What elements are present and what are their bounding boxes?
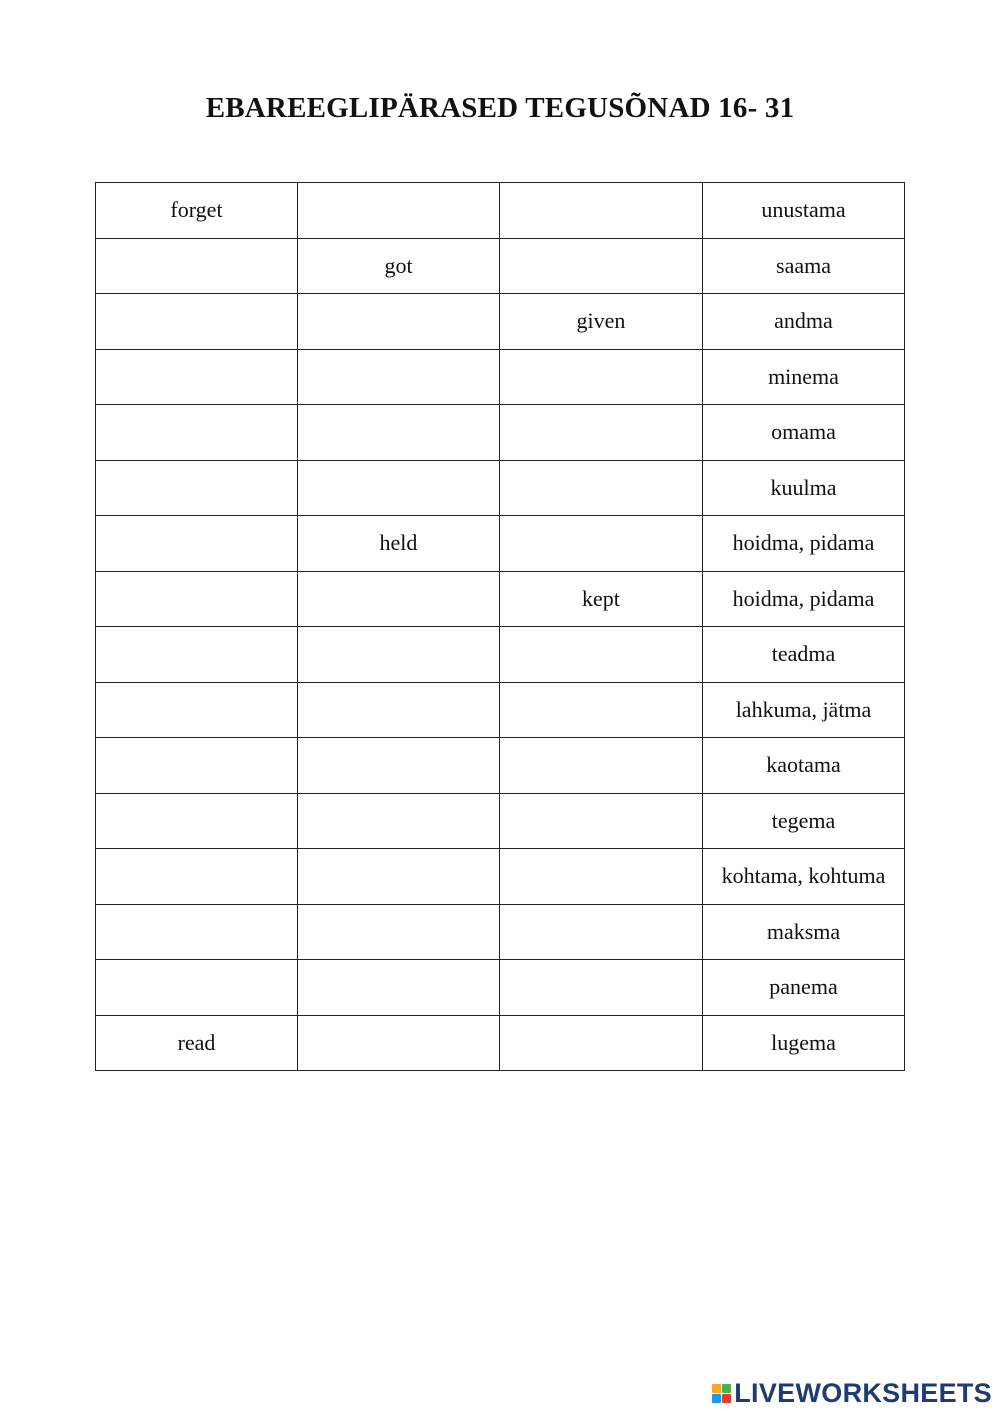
table-row bbox=[96, 405, 905, 461]
answer-input-cell[interactable] bbox=[298, 627, 500, 683]
answer-input-cell[interactable] bbox=[298, 738, 500, 794]
translation-cell: kuulma bbox=[703, 460, 905, 516]
translation-cell: panema bbox=[703, 960, 905, 1016]
answer-input-cell[interactable] bbox=[500, 682, 703, 738]
answer-input-cell[interactable] bbox=[298, 682, 500, 738]
answer-input-cell[interactable] bbox=[96, 294, 298, 350]
translation-cell: minema bbox=[703, 349, 905, 405]
answer-input-cell[interactable] bbox=[96, 349, 298, 405]
brand-name: LIVEWORKSHEETS bbox=[734, 1378, 992, 1408]
table-row bbox=[96, 960, 905, 1016]
answer-input-cell[interactable] bbox=[298, 460, 500, 516]
table-row bbox=[96, 904, 905, 960]
answer-input-cell[interactable] bbox=[500, 516, 703, 572]
translation-cell: hoidma, pidama bbox=[703, 516, 905, 572]
page-title: EBAREEGLIPÄRASED TEGUSÕNAD 16- 31 bbox=[205, 92, 795, 124]
translation-cell: omama bbox=[703, 405, 905, 461]
answer-input-cell[interactable] bbox=[298, 571, 500, 627]
table-row bbox=[96, 571, 905, 627]
answer-input-cell[interactable] bbox=[298, 1015, 500, 1071]
translation-cell: hoidma, pidama bbox=[703, 571, 905, 627]
answer-input-cell[interactable] bbox=[298, 183, 500, 239]
table-row bbox=[96, 682, 905, 738]
answer-input-cell[interactable] bbox=[96, 627, 298, 683]
answer-input-cell[interactable] bbox=[500, 627, 703, 683]
translation-cell: tegema bbox=[703, 793, 905, 849]
translation-cell: kohtama, kohtuma bbox=[703, 849, 905, 905]
answer-input-cell[interactable] bbox=[96, 405, 298, 461]
verb-table bbox=[95, 182, 905, 1071]
translation-cell: maksma bbox=[703, 904, 905, 960]
table-row bbox=[96, 183, 905, 239]
table-row bbox=[96, 238, 905, 294]
logo-square-2 bbox=[722, 1384, 731, 1393]
table-row bbox=[96, 849, 905, 905]
logo-square-4 bbox=[722, 1394, 731, 1403]
answer-input-cell[interactable] bbox=[298, 849, 500, 905]
answer-input-cell[interactable] bbox=[96, 238, 298, 294]
verb-form-cell: kept bbox=[500, 571, 703, 627]
answer-input-cell[interactable] bbox=[500, 1015, 703, 1071]
answer-input-cell[interactable] bbox=[96, 738, 298, 794]
translation-cell: unustama bbox=[703, 183, 905, 239]
answer-input-cell[interactable] bbox=[96, 960, 298, 1016]
answer-input-cell[interactable] bbox=[500, 405, 703, 461]
translation-cell: kaotama bbox=[703, 738, 905, 794]
answer-input-cell[interactable] bbox=[96, 793, 298, 849]
answer-input-cell[interactable] bbox=[96, 682, 298, 738]
table-row bbox=[96, 627, 905, 683]
table-row bbox=[96, 1015, 905, 1071]
answer-input-cell[interactable] bbox=[298, 294, 500, 350]
table-row bbox=[96, 294, 905, 350]
table-row bbox=[96, 349, 905, 405]
answer-input-cell[interactable] bbox=[500, 738, 703, 794]
answer-input-cell[interactable] bbox=[298, 405, 500, 461]
liveworksheets-logo-icon bbox=[712, 1384, 731, 1403]
logo-square-3 bbox=[712, 1394, 721, 1403]
translation-cell: lahkuma, jätma bbox=[703, 682, 905, 738]
verb-form-cell: got bbox=[298, 238, 500, 294]
answer-input-cell[interactable] bbox=[500, 238, 703, 294]
answer-input-cell[interactable] bbox=[500, 793, 703, 849]
answer-input-cell[interactable] bbox=[96, 460, 298, 516]
translation-cell: lugema bbox=[703, 1015, 905, 1071]
translation-cell: saama bbox=[703, 238, 905, 294]
answer-input-cell[interactable] bbox=[298, 904, 500, 960]
answer-input-cell[interactable] bbox=[96, 849, 298, 905]
answer-input-cell[interactable] bbox=[500, 960, 703, 1016]
verb-table-body bbox=[96, 183, 905, 1071]
translation-cell: andma bbox=[703, 294, 905, 350]
verb-form-cell: given bbox=[500, 294, 703, 350]
answer-input-cell[interactable] bbox=[96, 904, 298, 960]
answer-input-cell[interactable] bbox=[298, 793, 500, 849]
answer-input-cell[interactable] bbox=[500, 183, 703, 239]
answer-input-cell[interactable] bbox=[298, 349, 500, 405]
answer-input-cell[interactable] bbox=[298, 960, 500, 1016]
answer-input-cell[interactable] bbox=[500, 460, 703, 516]
answer-input-cell[interactable] bbox=[500, 849, 703, 905]
table-row bbox=[96, 738, 905, 794]
verb-form-cell: forget bbox=[96, 183, 298, 239]
answer-input-cell[interactable] bbox=[500, 349, 703, 405]
logo-square-1 bbox=[712, 1384, 721, 1393]
liveworksheets-branding bbox=[712, 1378, 992, 1409]
table-row bbox=[96, 460, 905, 516]
translation-cell: teadma bbox=[703, 627, 905, 683]
answer-input-cell[interactable] bbox=[500, 904, 703, 960]
table-row bbox=[96, 793, 905, 849]
answer-input-cell[interactable] bbox=[96, 571, 298, 627]
table-row bbox=[96, 516, 905, 572]
verb-form-cell: held bbox=[298, 516, 500, 572]
verb-form-cell: read bbox=[96, 1015, 298, 1071]
answer-input-cell[interactable] bbox=[96, 516, 298, 572]
